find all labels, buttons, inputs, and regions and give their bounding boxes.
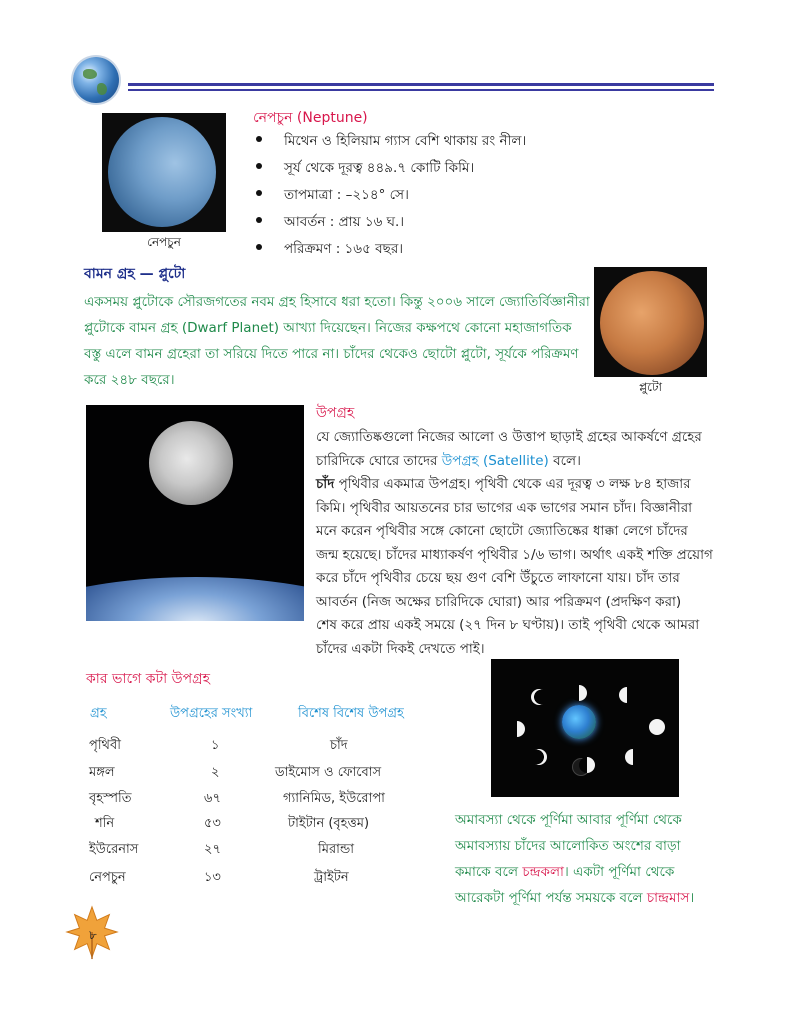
table-cell: ইউরেনাস bbox=[89, 842, 139, 857]
lunar-month-term: চান্দ্রমাস bbox=[646, 890, 690, 906]
table-cell: গ্যানিমিড, ইউরোপা bbox=[283, 791, 385, 806]
moon-phase-icon bbox=[531, 689, 547, 705]
table-header-satellites: বিশেষ বিশেষ উপগ্রহ bbox=[298, 706, 404, 721]
satellite-heading: উপগ্রহ bbox=[316, 405, 355, 421]
table-cell: ২ bbox=[211, 765, 220, 780]
satellite-term: উপগ্রহ (Satellite) bbox=[441, 452, 549, 469]
table-cell: মিরান্ডা bbox=[318, 842, 355, 857]
moon-phase-icon bbox=[625, 749, 641, 765]
table-cell: চাঁদ bbox=[330, 738, 348, 753]
pluto-paragraph: একসময় প্লুটোকে সৌরজগতের নবম গ্রহ হিসাবে ধরা হতো। কিন্তু ২০০৬ সালে জ্যোতির্বিজ্ঞানীরা প্লুটোকে বামন গ্রহ (Dwarf Planet) আখ্যা দিয়েছেন। নিজের কক্ষপথে কোনো মহাজাগতিক বস্তু এলে বামন গ্রহেরা তা সরিয়ে দিতে পারে না। চাঁদের থেকেও ছোটো প্লুটো, সূর্যকে পরিক্রমণ করে ২৪৮ বছরে। bbox=[84, 294, 590, 388]
table-cell: ১৩ bbox=[204, 870, 221, 885]
pluto-heading: বামন গ্রহ — প্লুটো bbox=[84, 266, 186, 282]
moon-phase-icon bbox=[531, 749, 547, 765]
lunar-phase-term: চন্দ্রকলা bbox=[522, 864, 564, 880]
neptune-heading: নেপচুন (Neptune) bbox=[253, 110, 368, 126]
table-cell: মঙ্গল bbox=[89, 765, 115, 780]
page-number: ৮ bbox=[89, 928, 97, 942]
table-title: কার ভাগে কটা উপগ্রহ bbox=[86, 671, 210, 687]
header-rule-thin bbox=[128, 89, 714, 91]
table-cell: ট্রাইটন bbox=[314, 870, 349, 885]
table-cell: ৬৭ bbox=[204, 791, 221, 806]
globe-icon bbox=[73, 57, 119, 103]
neptune-caption: নেপচুন bbox=[147, 235, 181, 249]
header-rule bbox=[128, 83, 714, 86]
pluto-caption: প্লুটো bbox=[638, 380, 663, 394]
table-cell: ৫৩ bbox=[204, 816, 221, 831]
table-header-count: উপগ্রহের সংখ্যা bbox=[170, 706, 253, 721]
table-cell: নেপচুন bbox=[89, 870, 126, 885]
satellite-paragraph: যে জ্যোতিষ্কগুলো নিজের আলো ও উত্তাপ ছাড়াই গ্রহের আকর্ষণে গ্রহের চারিদিকে ঘোরে তাদের উপগ্রহ (Satellite) বলে। চাঁদ পৃথিবীর একমাত্র উপগ্রহ। পৃথিবী থেকে এর দূরত্ব ৩ লক্ষ ৮৪ হাজার কিমি। পৃথিবীর আয়তনের চার ভাগের এক ভাগের সমান চাঁদ। বিজ্ঞানীরা মনে করেন পৃথিবীর সঙ্গে কোনো ছোটো জ্যোতিষ্কের ধাক্কা লেগে চাঁদের জন্ম হয়েছে। চাঁদের মাধ্যাকর্ষণ পৃথিবীর ১/৬ ভাগ। অর্থাৎ একই শক্তি প্রয়োগ করে চাঁদে পৃথিবীর চেয়ে ছয় গুণ বেশি উঁচুতে লাফানো যায়। চাঁদ তার আবর্তন (নিজ অক্ষের চারিদিকে ঘোরা) আর পরিক্রমণ (প্রদক্ষিণ করা) শেষ করে প্রায় একই সময়ে (২৭ দিন ৮ ঘণ্টায়)। তাই পৃথিবী থেকে আমরা চাঁদের একটা দিকই দেখতে পাই। bbox=[316, 429, 713, 657]
moon-phases-paragraph: অমাবস্যা থেকে পূর্ণিমা আবার পূর্ণিমা থেকে অমাবস্যায় চাঁদের আলোকিত অংশের বাড়া কমাকে বলে চন্দ্রকলা। একটা পূর্ণিমা থেকে আরেকটা পূর্ণিমা পর্যন্ত সময়কে বলে চান্দ্রমাস। bbox=[455, 812, 695, 906]
table-cell: বৃহস্পতি bbox=[89, 791, 132, 806]
earth-icon bbox=[562, 705, 596, 739]
table-cell: শনি bbox=[95, 816, 115, 831]
moon-phase-icon bbox=[579, 757, 595, 773]
table-cell: ১ bbox=[211, 738, 220, 753]
moon-phases-image bbox=[491, 659, 679, 797]
table-header-planet: গ্রহ bbox=[90, 706, 107, 721]
moon-phase-icon bbox=[571, 685, 587, 701]
table-cell: টাইটান (বৃহত্তম) bbox=[288, 816, 370, 831]
table-cell: ডাইমোস ও ফোবোস bbox=[275, 765, 382, 780]
moon-phase-icon bbox=[619, 687, 635, 703]
pluto-image bbox=[594, 267, 707, 377]
moon-phase-icon bbox=[509, 721, 525, 737]
neptune-image bbox=[102, 113, 226, 232]
moon-image bbox=[86, 405, 304, 621]
moon-bold-term: চাঁদ bbox=[316, 476, 335, 492]
moon-phase-icon bbox=[649, 719, 665, 735]
table-cell: পৃথিবী bbox=[89, 738, 121, 753]
table-cell: ২৭ bbox=[204, 842, 221, 857]
